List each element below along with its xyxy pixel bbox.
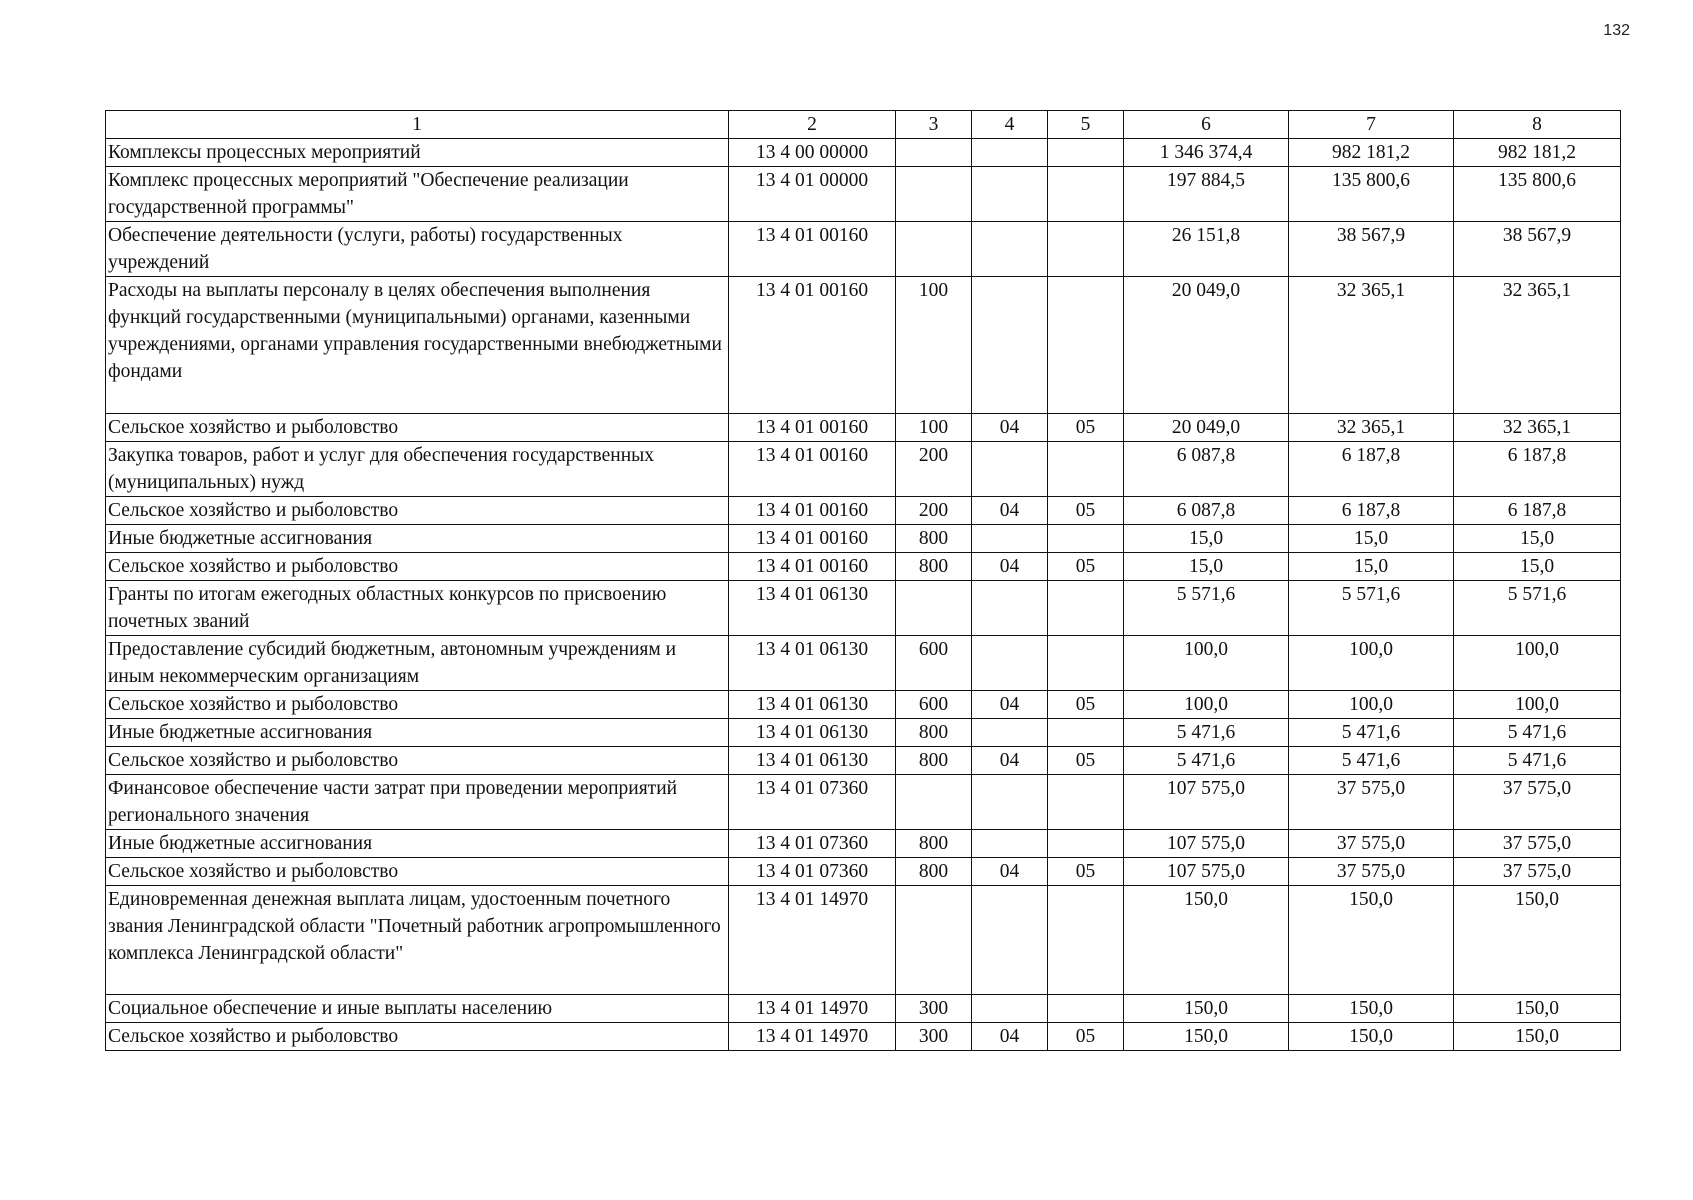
amount-col8-cell: 38 567,9 xyxy=(1454,222,1621,277)
section-cell: 04 xyxy=(972,553,1048,581)
expense-type-cell: 800 xyxy=(896,858,972,886)
amount-col6-cell: 26 151,8 xyxy=(1124,222,1289,277)
subsection-cell: 05 xyxy=(1048,1023,1124,1051)
amount-col8-cell: 100,0 xyxy=(1454,636,1621,691)
amount-col7-cell: 15,0 xyxy=(1289,525,1454,553)
amount-col8-cell: 5 471,6 xyxy=(1454,719,1621,747)
target-article-cell: 13 4 01 00160 xyxy=(729,553,896,581)
table-row xyxy=(106,719,1621,747)
amount-col6-cell: 1 346 374,4 xyxy=(1124,139,1289,167)
row-name-cell: Сельское хозяйство и рыболовство xyxy=(106,1023,729,1051)
section-cell xyxy=(972,167,1048,222)
section-cell xyxy=(972,525,1048,553)
amount-col7-cell: 32 365,1 xyxy=(1289,277,1454,414)
row-name-cell: Предоставление субсидий бюджетным, автономным учреждениям и иным некоммерческим организациям xyxy=(106,636,729,691)
amount-col6-cell: 6 087,8 xyxy=(1124,442,1289,497)
amount-col6-cell: 15,0 xyxy=(1124,553,1289,581)
column-header: 4 xyxy=(972,111,1048,139)
section-cell: 04 xyxy=(972,414,1048,442)
amount-col7-cell: 150,0 xyxy=(1289,886,1454,995)
amount-col8-cell: 982 181,2 xyxy=(1454,139,1621,167)
amount-col6-cell: 197 884,5 xyxy=(1124,167,1289,222)
subsection-cell xyxy=(1048,581,1124,636)
expense-type-cell: 800 xyxy=(896,553,972,581)
amount-col8-cell: 150,0 xyxy=(1454,995,1621,1023)
subsection-cell xyxy=(1048,167,1124,222)
amount-col6-cell: 107 575,0 xyxy=(1124,830,1289,858)
table-row xyxy=(106,775,1621,830)
expense-type-cell: 300 xyxy=(896,1023,972,1051)
amount-col8-cell: 15,0 xyxy=(1454,553,1621,581)
table-row xyxy=(106,414,1621,442)
row-name-cell: Расходы на выплаты персоналу в целях обеспечения выполнения функций государственными (муниципальными) органами, казенными учреждениями, органами управления государственными внебюджетными фондами xyxy=(106,277,729,414)
expense-type-cell: 800 xyxy=(896,719,972,747)
column-header: 8 xyxy=(1454,111,1621,139)
expense-type-cell: 800 xyxy=(896,747,972,775)
amount-col7-cell: 32 365,1 xyxy=(1289,414,1454,442)
amount-col8-cell: 6 187,8 xyxy=(1454,442,1621,497)
expense-type-cell: 200 xyxy=(896,497,972,525)
subsection-cell xyxy=(1048,719,1124,747)
target-article-cell: 13 4 01 00160 xyxy=(729,222,896,277)
expense-type-cell xyxy=(896,775,972,830)
row-name-cell: Иные бюджетные ассигнования xyxy=(106,525,729,553)
table-row xyxy=(106,139,1621,167)
amount-col6-cell: 5 571,6 xyxy=(1124,581,1289,636)
subsection-cell xyxy=(1048,886,1124,995)
amount-col6-cell: 15,0 xyxy=(1124,525,1289,553)
amount-col8-cell: 150,0 xyxy=(1454,1023,1621,1051)
target-article-cell: 13 4 01 07360 xyxy=(729,858,896,886)
row-name-cell: Сельское хозяйство и рыболовство xyxy=(106,553,729,581)
target-article-cell: 13 4 01 14970 xyxy=(729,1023,896,1051)
amount-col8-cell: 15,0 xyxy=(1454,525,1621,553)
amount-col7-cell: 5 471,6 xyxy=(1289,719,1454,747)
amount-col6-cell: 5 471,6 xyxy=(1124,747,1289,775)
expense-type-cell: 300 xyxy=(896,995,972,1023)
subsection-cell: 05 xyxy=(1048,691,1124,719)
table-row xyxy=(106,830,1621,858)
section-cell xyxy=(972,277,1048,414)
section-cell xyxy=(972,995,1048,1023)
expense-type-cell: 100 xyxy=(896,414,972,442)
subsection-cell xyxy=(1048,525,1124,553)
amount-col7-cell: 150,0 xyxy=(1289,995,1454,1023)
target-article-cell: 13 4 01 14970 xyxy=(729,886,896,995)
table-row xyxy=(106,995,1621,1023)
amount-col6-cell: 107 575,0 xyxy=(1124,858,1289,886)
section-cell xyxy=(972,830,1048,858)
amount-col7-cell: 15,0 xyxy=(1289,553,1454,581)
table-row xyxy=(106,277,1621,414)
column-header: 5 xyxy=(1048,111,1124,139)
expense-type-cell: 100 xyxy=(896,277,972,414)
section-cell xyxy=(972,222,1048,277)
target-article-cell: 13 4 01 07360 xyxy=(729,830,896,858)
amount-col6-cell: 100,0 xyxy=(1124,636,1289,691)
target-article-cell: 13 4 01 06130 xyxy=(729,747,896,775)
subsection-cell xyxy=(1048,775,1124,830)
target-article-cell: 13 4 01 00160 xyxy=(729,277,896,414)
amount-col7-cell: 150,0 xyxy=(1289,1023,1454,1051)
amount-col8-cell: 37 575,0 xyxy=(1454,775,1621,830)
amount-col6-cell: 150,0 xyxy=(1124,1023,1289,1051)
expense-type-cell: 600 xyxy=(896,691,972,719)
amount-col6-cell: 107 575,0 xyxy=(1124,775,1289,830)
target-article-cell: 13 4 01 00160 xyxy=(729,525,896,553)
row-name-cell: Сельское хозяйство и рыболовство xyxy=(106,497,729,525)
amount-col6-cell: 5 471,6 xyxy=(1124,719,1289,747)
subsection-cell xyxy=(1048,636,1124,691)
section-cell xyxy=(972,581,1048,636)
target-article-cell: 13 4 01 00160 xyxy=(729,497,896,525)
expense-type-cell xyxy=(896,167,972,222)
section-cell: 04 xyxy=(972,497,1048,525)
expense-type-cell xyxy=(896,581,972,636)
amount-col7-cell: 982 181,2 xyxy=(1289,139,1454,167)
amount-col8-cell: 5 571,6 xyxy=(1454,581,1621,636)
target-article-cell: 13 4 00 00000 xyxy=(729,139,896,167)
section-cell: 04 xyxy=(972,691,1048,719)
section-cell xyxy=(972,886,1048,995)
column-header: 2 xyxy=(729,111,896,139)
expense-type-cell: 600 xyxy=(896,636,972,691)
expense-type-cell xyxy=(896,139,972,167)
amount-col7-cell: 135 800,6 xyxy=(1289,167,1454,222)
amount-col7-cell: 38 567,9 xyxy=(1289,222,1454,277)
subsection-cell xyxy=(1048,442,1124,497)
amount-col7-cell: 5 471,6 xyxy=(1289,747,1454,775)
table-row xyxy=(106,581,1621,636)
row-name-cell: Закупка товаров, работ и услуг для обеспечения государственных (муниципальных) нужд xyxy=(106,442,729,497)
target-article-cell: 13 4 01 14970 xyxy=(729,995,896,1023)
row-name-cell: Сельское хозяйство и рыболовство xyxy=(106,691,729,719)
expense-type-cell xyxy=(896,886,972,995)
expense-type-cell: 200 xyxy=(896,442,972,497)
amount-col8-cell: 37 575,0 xyxy=(1454,830,1621,858)
section-cell: 04 xyxy=(972,858,1048,886)
table-row xyxy=(106,525,1621,553)
subsection-cell xyxy=(1048,222,1124,277)
amount-col7-cell: 100,0 xyxy=(1289,691,1454,719)
section-cell xyxy=(972,139,1048,167)
subsection-cell: 05 xyxy=(1048,553,1124,581)
amount-col6-cell: 20 049,0 xyxy=(1124,414,1289,442)
amount-col8-cell: 100,0 xyxy=(1454,691,1621,719)
target-article-cell: 13 4 01 06130 xyxy=(729,719,896,747)
target-article-cell: 13 4 01 06130 xyxy=(729,636,896,691)
target-article-cell: 13 4 01 00160 xyxy=(729,442,896,497)
amount-col7-cell: 6 187,8 xyxy=(1289,442,1454,497)
section-cell: 04 xyxy=(972,747,1048,775)
amount-col6-cell: 100,0 xyxy=(1124,691,1289,719)
subsection-cell: 05 xyxy=(1048,747,1124,775)
page-number: 132 xyxy=(1603,22,1630,39)
amount-col8-cell: 6 187,8 xyxy=(1454,497,1621,525)
table-row xyxy=(106,886,1621,995)
row-name-cell: Комплексы процессных мероприятий xyxy=(106,139,729,167)
row-name-cell: Иные бюджетные ассигнования xyxy=(106,719,729,747)
table-row xyxy=(106,497,1621,525)
amount-col7-cell: 37 575,0 xyxy=(1289,830,1454,858)
table-row xyxy=(106,1023,1621,1051)
expense-type-cell xyxy=(896,222,972,277)
column-header: 6 xyxy=(1124,111,1289,139)
subsection-cell: 05 xyxy=(1048,497,1124,525)
amount-col7-cell: 37 575,0 xyxy=(1289,858,1454,886)
header-row xyxy=(106,111,1621,139)
column-header: 1 xyxy=(106,111,729,139)
table-row xyxy=(106,442,1621,497)
row-name-cell: Сельское хозяйство и рыболовство xyxy=(106,858,729,886)
row-name-cell: Иные бюджетные ассигнования xyxy=(106,830,729,858)
table-row xyxy=(106,222,1621,277)
row-name-cell: Единовременная денежная выплата лицам, удостоенным почетного звания Ленинградской области "Почетный работник агропромышленного комплекса Ленинградской области" xyxy=(106,886,729,995)
row-name-cell: Комплекс процессных мероприятий "Обеспечение реализации государственной программы" xyxy=(106,167,729,222)
amount-col8-cell: 37 575,0 xyxy=(1454,858,1621,886)
amount-col6-cell: 150,0 xyxy=(1124,995,1289,1023)
row-name-cell: Сельское хозяйство и рыболовство xyxy=(106,747,729,775)
subsection-cell xyxy=(1048,277,1124,414)
amount-col7-cell: 37 575,0 xyxy=(1289,775,1454,830)
row-name-cell: Финансовое обеспечение части затрат при проведении мероприятий регионального значения xyxy=(106,775,729,830)
amount-col6-cell: 6 087,8 xyxy=(1124,497,1289,525)
section-cell xyxy=(972,442,1048,497)
target-article-cell: 13 4 01 07360 xyxy=(729,775,896,830)
table-row xyxy=(106,167,1621,222)
table-row xyxy=(106,858,1621,886)
amount-col8-cell: 135 800,6 xyxy=(1454,167,1621,222)
column-header: 7 xyxy=(1289,111,1454,139)
section-cell xyxy=(972,719,1048,747)
section-cell: 04 xyxy=(972,1023,1048,1051)
amount-col7-cell: 6 187,8 xyxy=(1289,497,1454,525)
table-row xyxy=(106,747,1621,775)
subsection-cell: 05 xyxy=(1048,858,1124,886)
column-header: 3 xyxy=(896,111,972,139)
target-article-cell: 13 4 01 00160 xyxy=(729,414,896,442)
target-article-cell: 13 4 01 06130 xyxy=(729,691,896,719)
row-name-cell: Обеспечение деятельности (услуги, работы) государственных учреждений xyxy=(106,222,729,277)
amount-col6-cell: 150,0 xyxy=(1124,886,1289,995)
amount-col8-cell: 32 365,1 xyxy=(1454,277,1621,414)
section-cell xyxy=(972,636,1048,691)
budget-table xyxy=(105,110,1621,1051)
table-row xyxy=(106,691,1621,719)
table-row xyxy=(106,636,1621,691)
row-name-cell: Гранты по итогам ежегодных областных конкурсов по присвоению почетных званий xyxy=(106,581,729,636)
amount-col6-cell: 20 049,0 xyxy=(1124,277,1289,414)
row-name-cell: Социальное обеспечение и иные выплаты населению xyxy=(106,995,729,1023)
table-row xyxy=(106,553,1621,581)
subsection-cell xyxy=(1048,830,1124,858)
amount-col7-cell: 100,0 xyxy=(1289,636,1454,691)
subsection-cell: 05 xyxy=(1048,414,1124,442)
subsection-cell xyxy=(1048,995,1124,1023)
expense-type-cell: 800 xyxy=(896,525,972,553)
expense-type-cell: 800 xyxy=(896,830,972,858)
amount-col8-cell: 150,0 xyxy=(1454,886,1621,995)
target-article-cell: 13 4 01 00000 xyxy=(729,167,896,222)
subsection-cell xyxy=(1048,139,1124,167)
amount-col8-cell: 32 365,1 xyxy=(1454,414,1621,442)
target-article-cell: 13 4 01 06130 xyxy=(729,581,896,636)
section-cell xyxy=(972,775,1048,830)
amount-col7-cell: 5 571,6 xyxy=(1289,581,1454,636)
amount-col8-cell: 5 471,6 xyxy=(1454,747,1621,775)
row-name-cell: Сельское хозяйство и рыболовство xyxy=(106,414,729,442)
